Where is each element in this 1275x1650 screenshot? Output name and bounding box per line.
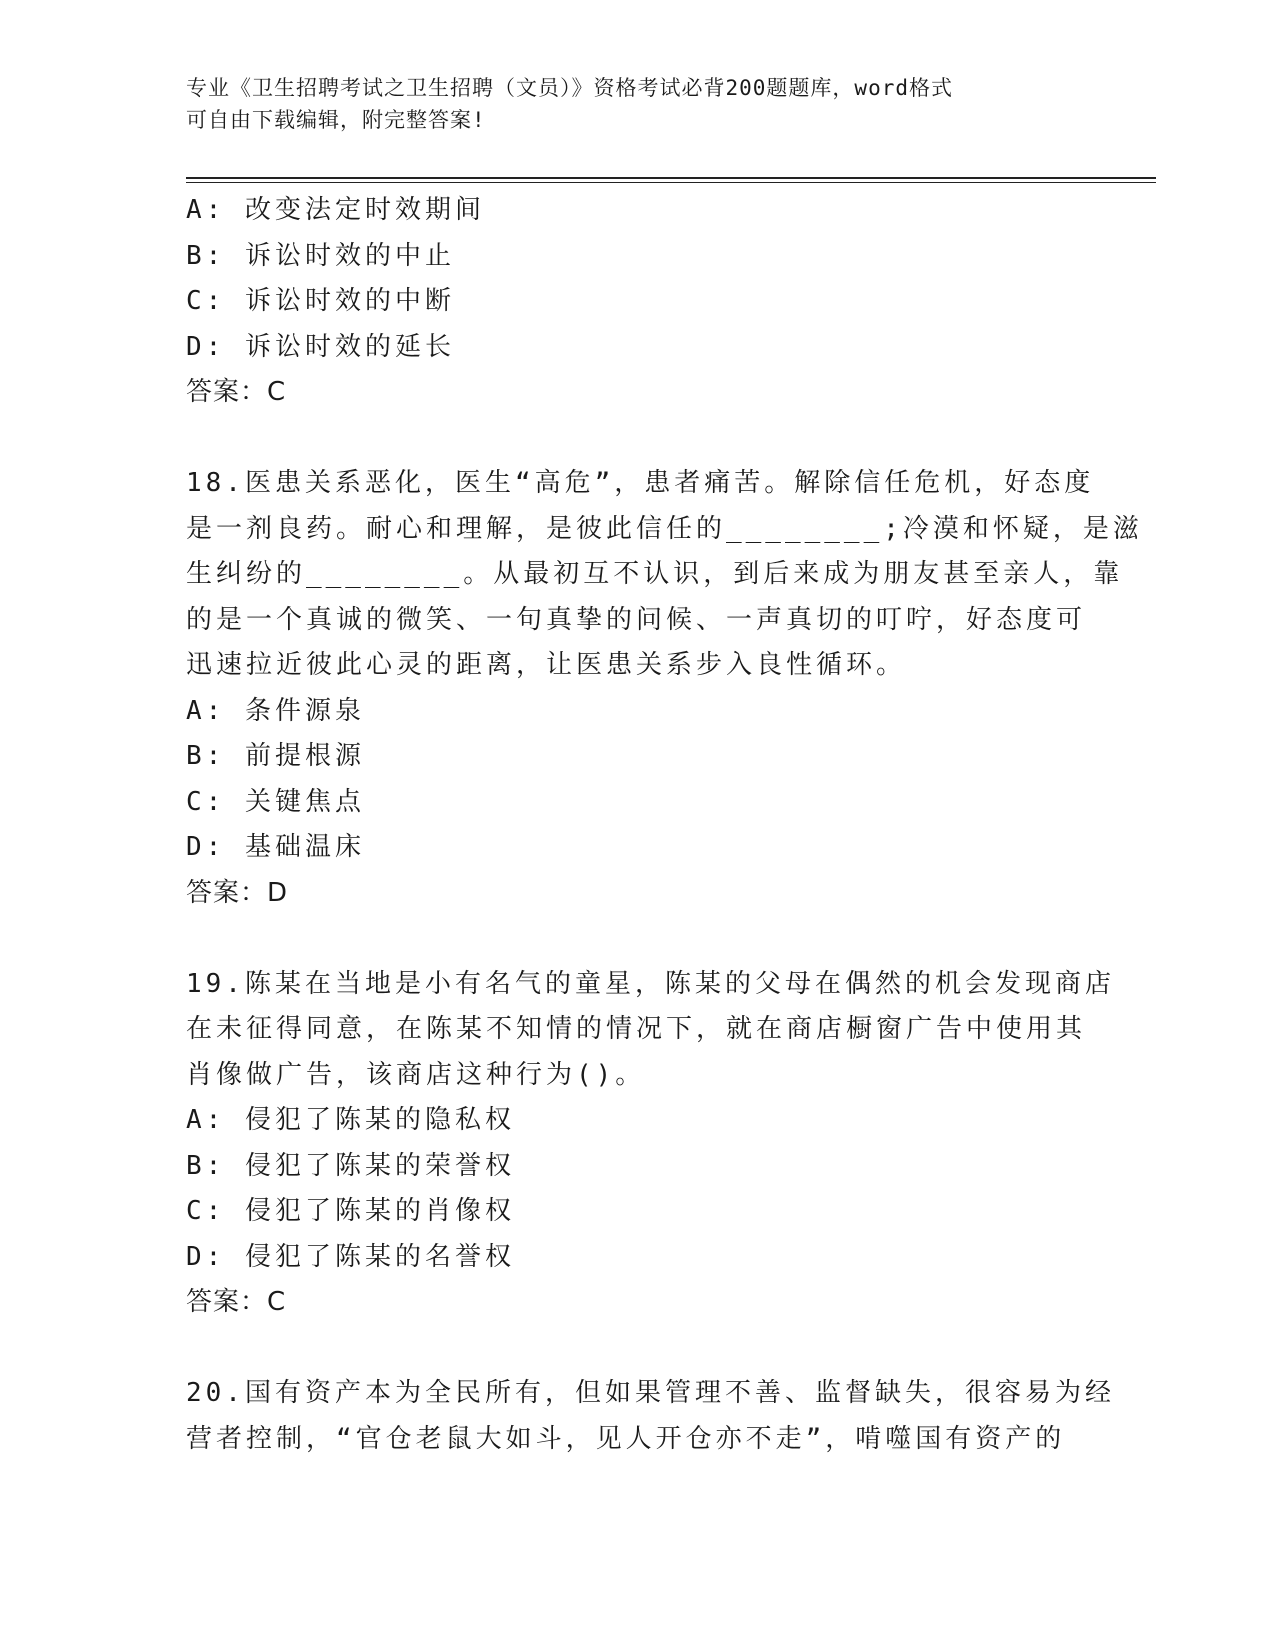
- question-18-option-c: C: 关键焦点: [186, 786, 365, 817]
- question-17-option-d: D: 诉讼时效的延长: [186, 331, 455, 362]
- question-19-option-a: A: 侵犯了陈某的隐私权: [186, 1105, 515, 1135]
- header-divider: [186, 177, 1156, 179]
- question-18-option-b: B: 前提根源: [186, 741, 365, 771]
- question-19-answer: 答案：C: [186, 1287, 287, 1317]
- question-20-stem-line: 20.国有资产本为全民所有，但如果管理不善、监督缺失，很容易为经: [186, 1378, 1115, 1408]
- question-18-stem-line: 18.医患关系恶化，医生“高危”，患者痛苦。解除信任危机，好态度: [186, 468, 1095, 498]
- question-17-block: [186, 188, 1086, 416]
- question-17-option-c: C: 诉讼时效的中断: [186, 286, 455, 316]
- question-18-option-a: A: 条件源泉: [186, 695, 365, 726]
- question-spacer: [186, 416, 1086, 462]
- question-18-stem-line: 迅速拉近彼此心灵的距离，让医患关系步入良性循环。: [186, 650, 907, 680]
- question-20-block: [186, 1371, 1115, 1462]
- question-spacer: [186, 916, 1086, 962]
- question-20-stem-line: 营者控制，“官仓老鼠大如斗，见人开仓亦不走”，啃噬国有资产的: [186, 1423, 1066, 1454]
- question-19-option-d: D: 侵犯了陈某的名誉权: [186, 1241, 515, 1272]
- document-header: [186, 72, 1066, 136]
- question-18-stem-line: 生纠纷的________。从最初互不认识，到后来成为朋友甚至亲人，靠: [186, 559, 1124, 589]
- question-content: [186, 188, 1143, 1462]
- question-19-option-b: B: 侵犯了陈某的荣誉权: [186, 1150, 515, 1181]
- question-19-block: [186, 962, 1115, 1326]
- question-17-answer: 答案：C: [186, 377, 287, 407]
- question-19-option-c: C: 侵犯了陈某的肖像权: [186, 1196, 515, 1226]
- question-17-option-a: A: 改变法定时效期间: [186, 195, 485, 225]
- header-title-line-2: 可自由下载编辑，附完整答案!: [186, 108, 486, 132]
- header-divider-thin: [186, 182, 1156, 183]
- question-19-stem-line: 19.陈某在当地是小有名气的童星，陈某的父母在偶然的机会发现商店: [186, 968, 1115, 999]
- question-18-stem-line: 是一剂良药。耐心和理解，是彼此信任的________;冷漠和怀疑，是滋: [186, 513, 1143, 544]
- question-18-answer: 答案：D: [186, 877, 289, 908]
- question-17-option-b: B: 诉讼时效的中止: [186, 240, 455, 271]
- header-title-line-1: 专业《卫生招聘考试之卫生招聘（文员）》资格考试必背200题题库，word格式: [186, 76, 953, 100]
- question-spacer: [186, 1326, 1086, 1372]
- question-19-stem-line: 在未征得同意，在陈某不知情的情况下，就在商店橱窗广告中使用其: [186, 1014, 1087, 1044]
- question-19-stem-line: 肖像做广告，该商店这种行为()。: [186, 1059, 646, 1090]
- question-18-stem-line: 的是一个真诚的微笑、一句真挚的问候、一声真切的叮咛，好态度可: [186, 604, 1087, 635]
- question-18-block: [186, 461, 1143, 916]
- question-18-option-d: D: 基础温床: [186, 832, 365, 862]
